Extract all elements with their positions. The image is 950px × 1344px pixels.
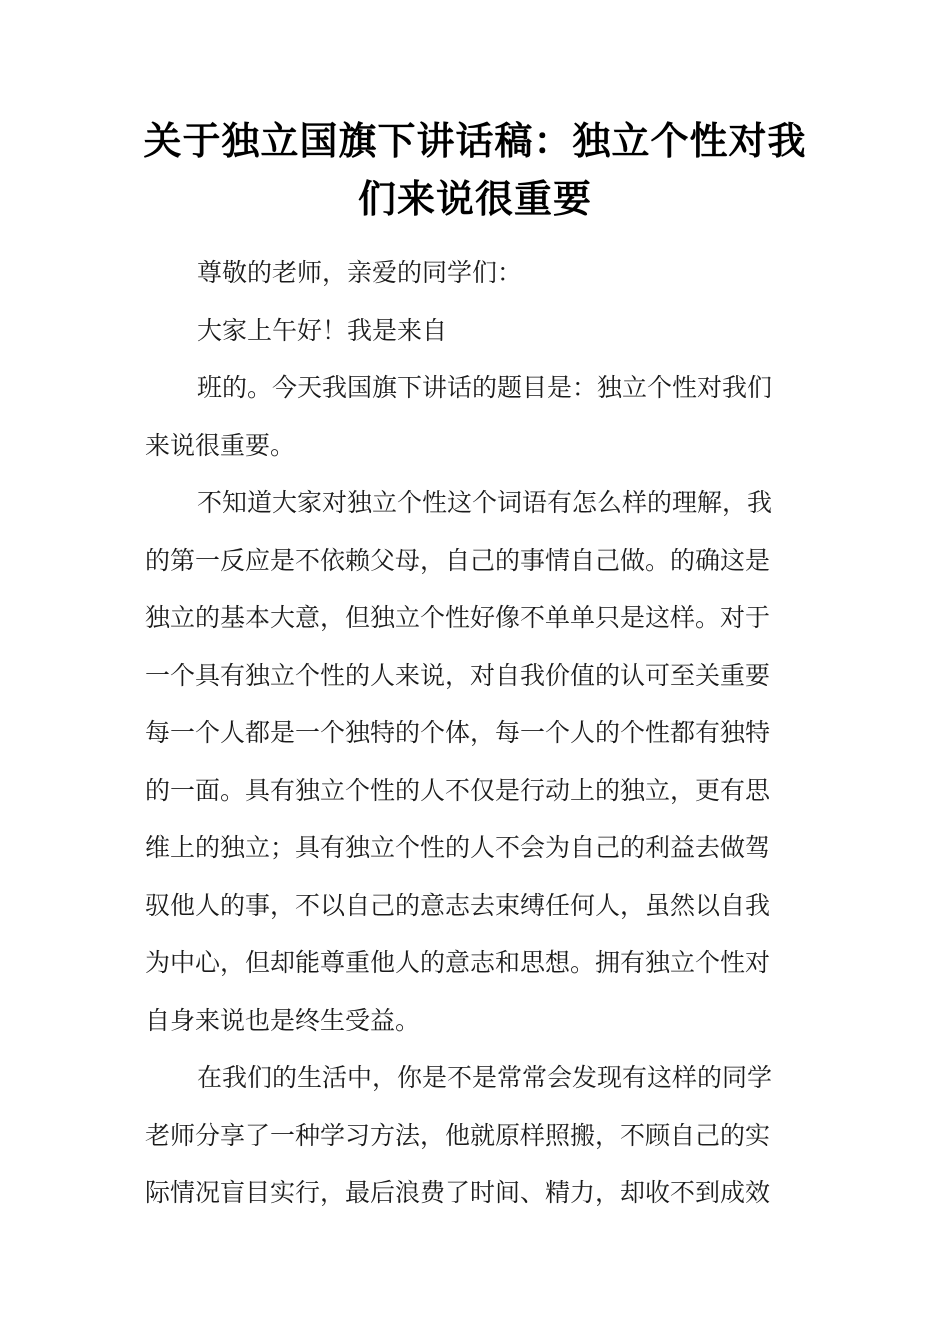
text-line: 驭他人的事，不以自己的意志去束缚任何人，虽然以自我 [145,890,771,920]
text-line: 老师分享了一种学习方法，他就原样照搬，不顾自己的实 [145,1120,771,1150]
text-line: 的一面。具有独立个性的人不仅是行动上的独立，更有思 [145,775,771,805]
text-line: 维上的独立；具有独立个性的人不会为自己的利益去做驾 [145,833,771,862]
paragraph-topic [145,359,810,474]
text-line: 的第一反应是不依赖父母，自己的事情自己做。的确这是 [145,545,771,575]
text-line: 在我们的生活中，你是不是常常会发现有这样的同学 [197,1063,773,1092]
text-line: 独立的基本大意，但独立个性好像不单单只是这样。对于 [145,603,771,632]
text-line: 际情况盲目实行，最后浪费了时间、精力，却收不到成效 [145,1178,771,1207]
paragraph-greeting [145,302,810,360]
paragraph-salutation [145,244,810,302]
document-title [140,112,810,228]
text-line: 大家上午好！我是来自 [197,315,448,345]
title-line: 们来说很重要 [357,177,592,221]
text-line: 一个具有独立个性的人来说，对自我价值的认可至关重要 [145,660,771,690]
text-line: 来说很重要。 [145,430,296,460]
paragraph-independence [145,474,810,1049]
title-line: 关于独立国旗下讲话稿：独立个性对我 [143,119,807,163]
text-line: 班的。今天我国旗下讲话的题目是：独立个性对我们 [197,373,773,402]
text-line: 每一个人都是一个独特的个体，每一个人的个性都有独特 [145,718,771,747]
paragraph-life-example [145,1049,810,1222]
text-line: 尊敬的老师，亲爱的同学们： [197,258,523,287]
text-line: 为中心，但却能尊重他人的意志和思想。拥有独立个性对 [145,948,771,977]
text-line: 不知道大家对独立个性这个词语有怎么样的理解，我 [197,488,773,517]
document-body [145,244,810,1222]
text-line: 自身来说也是终生受益。 [145,1005,421,1035]
